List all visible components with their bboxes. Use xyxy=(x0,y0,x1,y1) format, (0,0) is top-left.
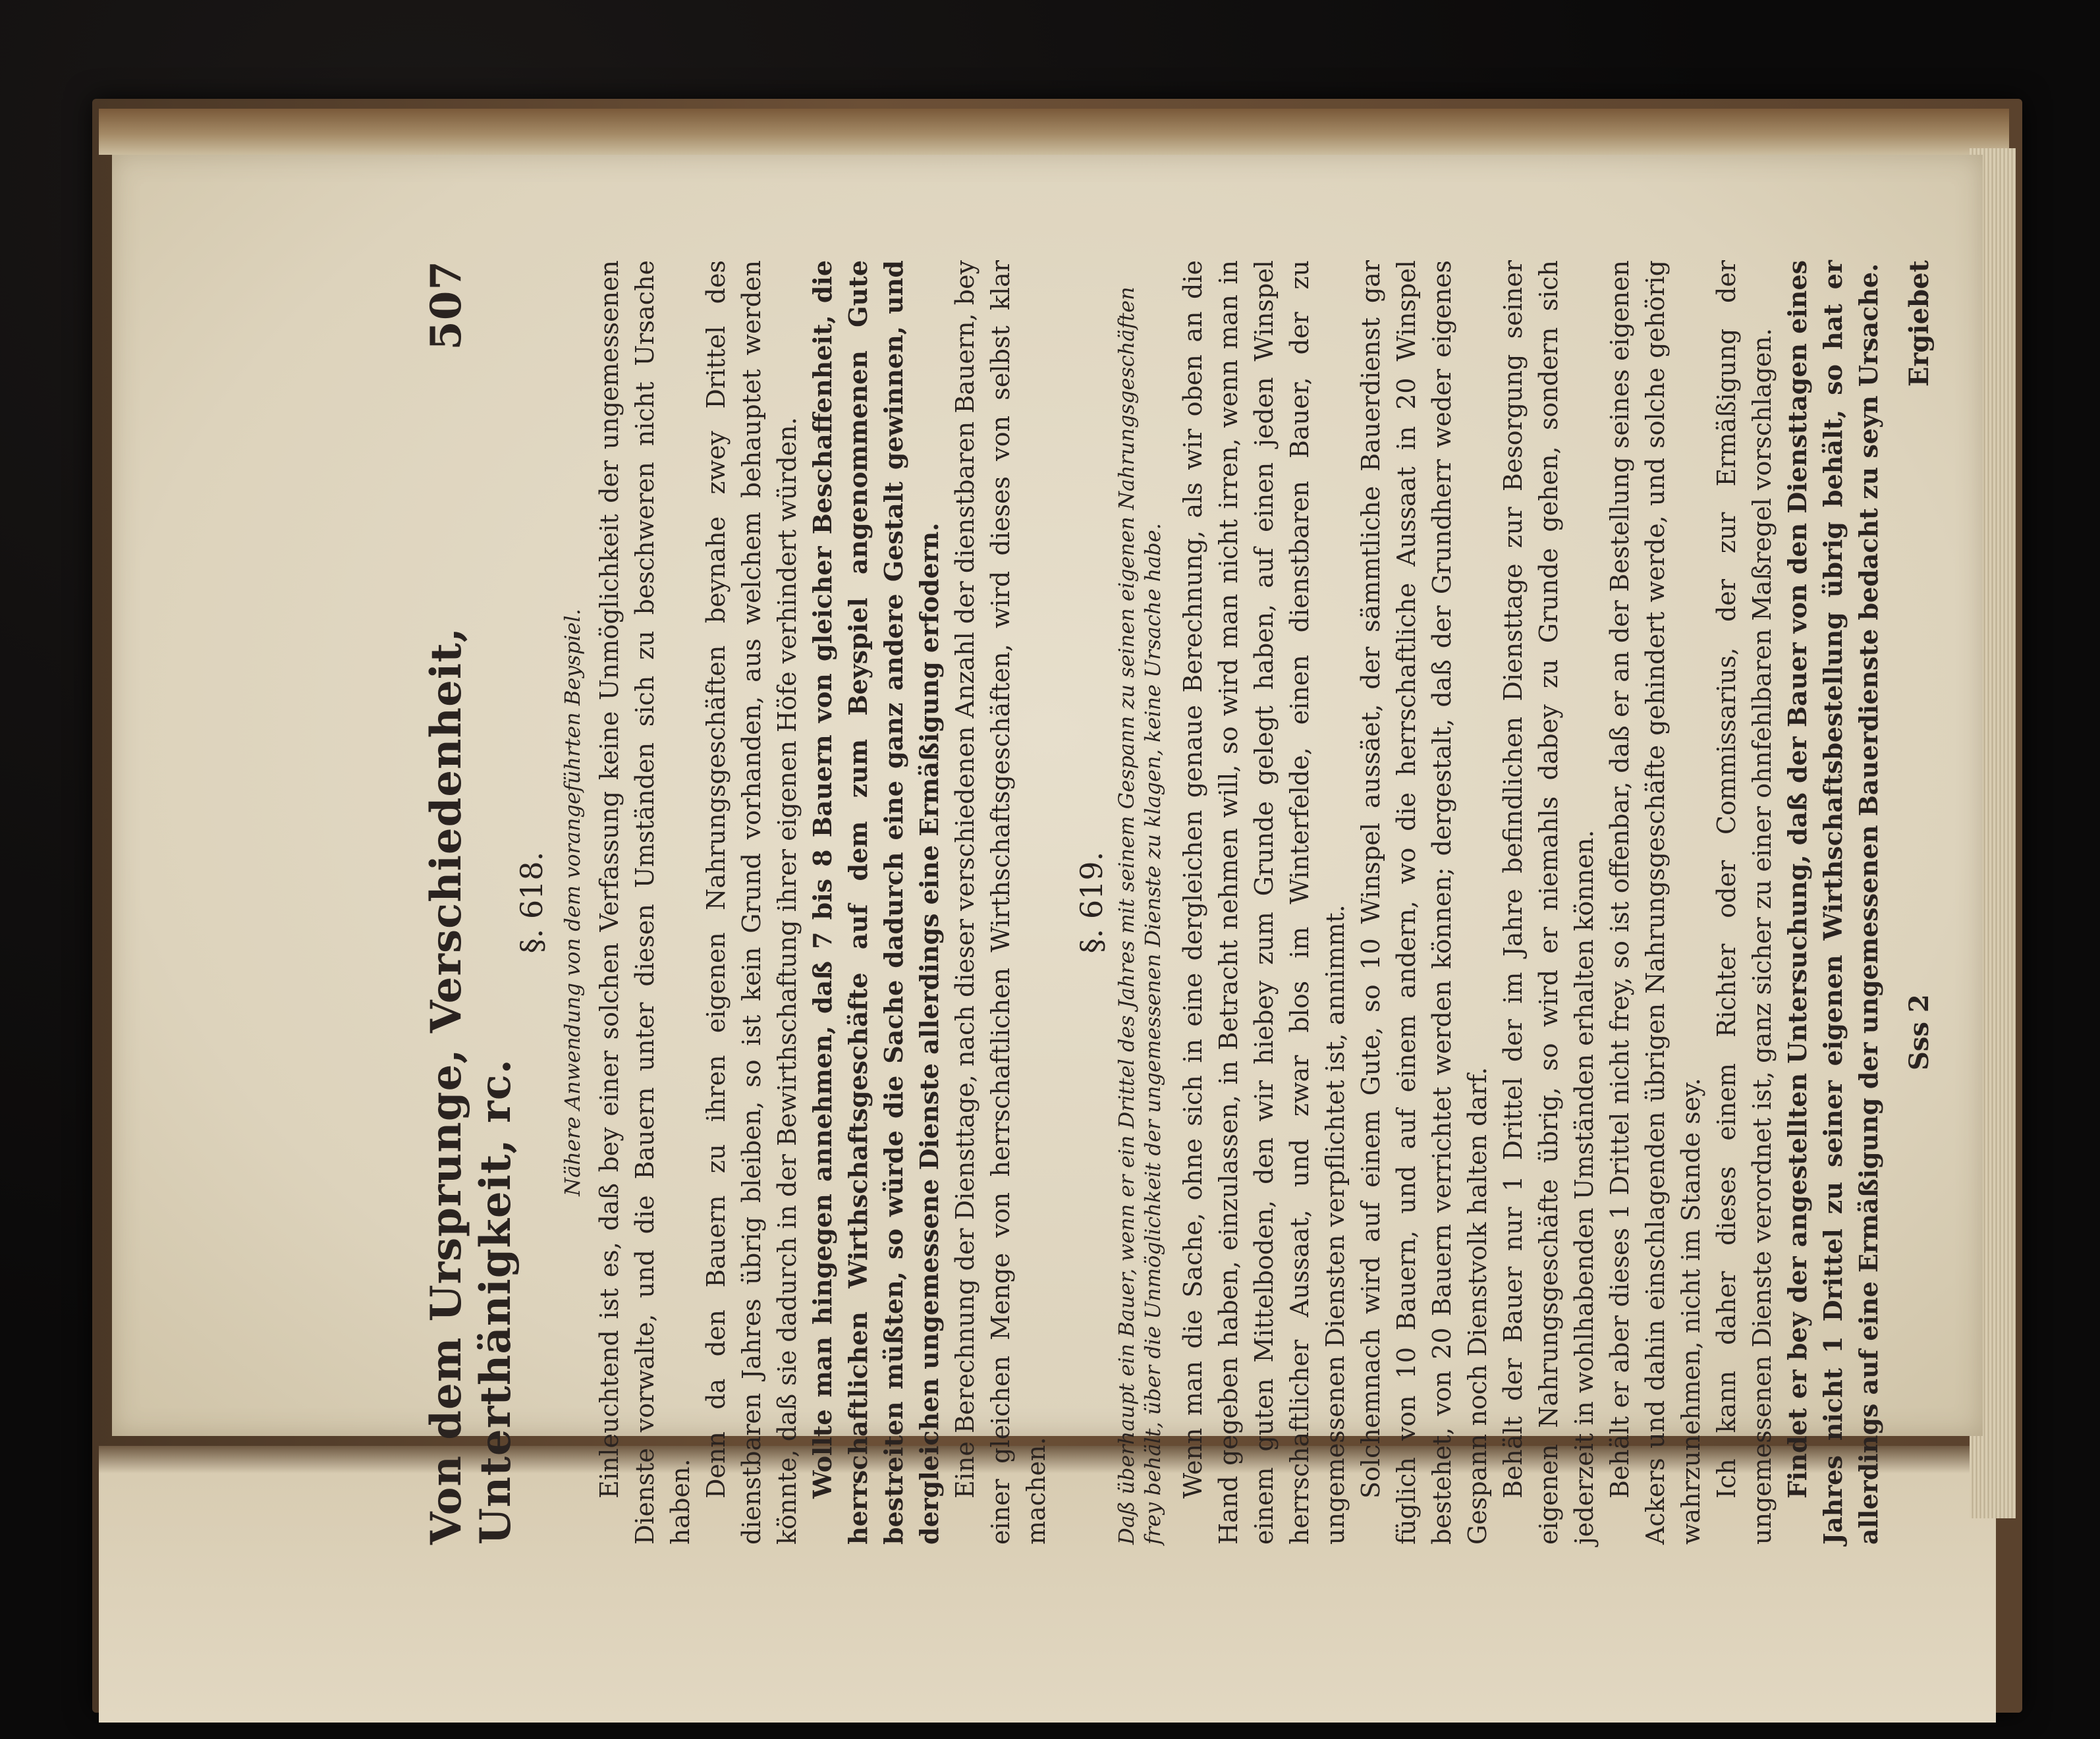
page-number: 507 xyxy=(422,260,471,350)
paragraph: Wollte man hingegen annehmen, daß 7 bis 8 Bauern von gleicher Beschaffenheit, die herrschaftlichen Wirthschaftsgeschäfte auf dem zum Beyspiel angenommenen Gute bestreiten müßten, so würde die Sache dadurch eine ganz andere Gestalt gewinnen, und dergleichen ungemessene Dienste allerdings eine Ermäßigung erfodern. xyxy=(808,260,944,1545)
paragraph: Findet er bey der angestellten Untersuchung, daß der Bauer von den Diensttagen eines Jahres nicht 1 Drittel zu seiner eigenen Wirthschaftsbestellung übrig behält, so hat er allerdings auf eine Ermäßigung der ungemessenen Bauerdienste bedacht zu seyn Ursache. xyxy=(1782,260,1883,1545)
paragraph: Behält er aber dieses 1 Drittel nicht frey, so ist offenbar, daß er an der Bestellung seines eigenen Ackers und dahin einschlagenden übrigen Nahrungsgeschäfte gehindert werde, und solche gehörig wahrzunehmen, nicht im Stande sey. xyxy=(1605,260,1705,1545)
section-subtitle: Nähere Anwendung von dem vorangeführten Beyspiel. xyxy=(560,609,585,1196)
paragraph: Behält der Bauer nur 1 Drittel der im Jahre befindlichen Diensttage zur Besorgung seiner eigenen Nahrungsgeschäfte übrig, so wird er niemahls dabey zu Grunde gehen, sondern sich jederzeit in wohlhabenden Umständen erhalten können. xyxy=(1499,260,1599,1545)
signature-mark: Sss 2 xyxy=(1904,994,1935,1070)
catchword: Ergiebet xyxy=(1904,260,1935,387)
book-page xyxy=(112,155,1983,1545)
running-head xyxy=(422,260,520,1545)
section-summary: Daß überhaupt ein Bauer, wenn er ein Drittel des Jahres mit seinem Gespann zu seinen eigenen Nahrungsgeschäften frey behält, über die Unmöglichkeit der ungemessenen Dienste zu klagen, keine Ursache habe. xyxy=(1114,287,1165,1545)
paragraph: Solchemnach wird auf einem Gute, so 10 Winspel aussäet, der sämmtliche Bauerdienst gar füglich von 10 Bauern, und auf einem andern, wo die herrschaftliche Aussaat in 20 Winspel bestehet, von 20 Bauern verrichtet werden können; dergestalt, daß der Grundherr weder eigenes Gespann noch Dienstvolk halten darf. xyxy=(1356,260,1492,1545)
paragraph: Denn da den Bauern zu ihren eigenen Nahrungsgeschäften beynahe zwey Drittel des dienstbaren Jahres übrig bleiben, so ist kein Grund vorhanden, aus welchem behauptet werden könnte, daß sie dadurch in der Bewirthschaftung ihrer eigenen Höfe verhindert würden. xyxy=(702,260,802,1545)
paragraph: Eine Berechnung der Diensttage, nach dieser verschiedenen Anzahl der dienstbaren Bauern, bey einer gleichen Menge von herrschaftlichen Wirthschaftsgeschäften, wird dieses von selbst klar machen. xyxy=(951,260,1051,1545)
running-title: Von dem Ursprunge, Verschiedenheit, Unterthänigkeit, rc. xyxy=(422,626,520,1545)
paragraph: Ich kann daher dieses einem Richter oder Commissarius, der zur Ermäßigung der ungemessenen Dienste verordnet ist, ganz sicher zu einer ohnfehlbaren Maßregel vorschlagen. xyxy=(1712,260,1777,1545)
page-footer xyxy=(1904,260,1935,1545)
printed-text-block xyxy=(422,260,1935,1545)
paragraph: Wenn man die Sache, ohne sich in eine dergleichen genaue Berechnung, als wir oben an die Hand gegeben haben, einzulassen, in Betracht nehmen will, so wird man nicht irren, wenn man in einem guten Mittelboden, den wir hiebey zum Grunde gelegt haben, auf einen jeden Winspel herrschaftlicher Aussaat, und zwar blos im Winterfelde, einen dienstbaren Bauer, der zu ungemessenen Diensten verpflichtet ist, annimmt. xyxy=(1178,260,1350,1545)
book-top-edge xyxy=(99,109,2009,155)
paragraph: Einleuchtend ist es, daß bey einer solchen Verfassung keine Unmöglichkeit der ungemessenen Dienste vorwalte, und die Bauern unter diesen Umständen sich zu beschweren nicht Ursache haben. xyxy=(595,260,695,1545)
section-number: §. 618. xyxy=(514,851,549,954)
section-number: §. 619. xyxy=(1074,851,1109,954)
